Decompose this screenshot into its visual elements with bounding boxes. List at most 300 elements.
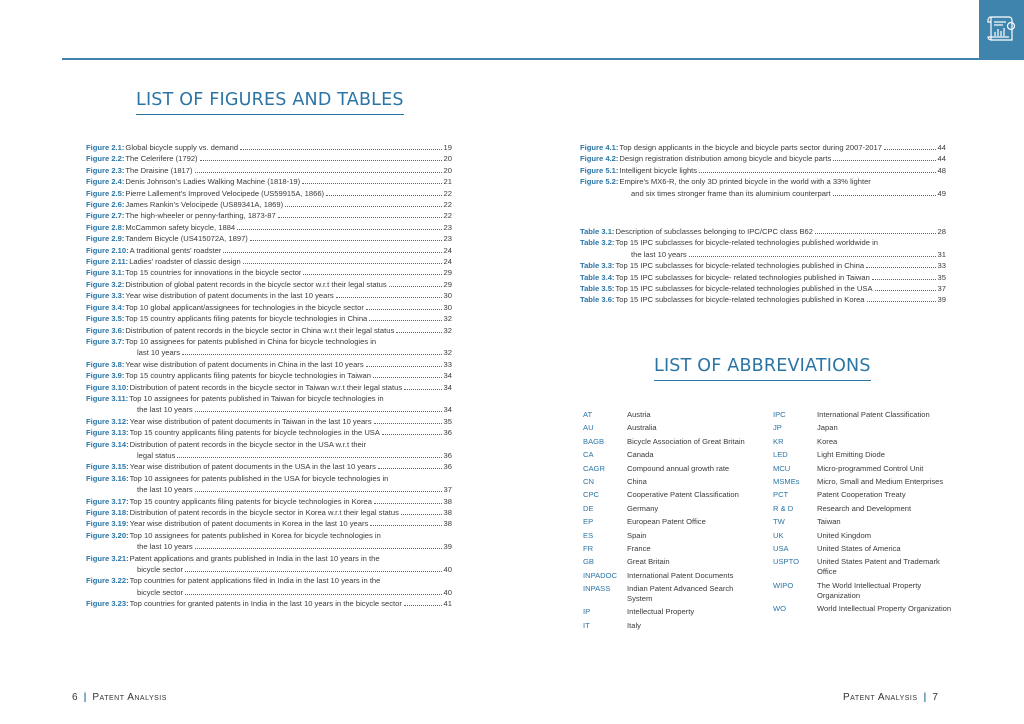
abbreviation-expansion: Spain [627, 530, 647, 540]
entry-label: Table 3.4: [580, 272, 615, 282]
entry-text: Top 10 assignees for patents published in Korea for bicycle technologies in [129, 530, 381, 540]
dot-leader [185, 571, 442, 572]
abbreviation: INPADOC [583, 570, 618, 580]
abbreviation-expansion: Korea [817, 436, 838, 446]
abbreviation-row [583, 450, 758, 460]
entry-label: Figure 3.13: [86, 428, 129, 438]
entry-text: Distribution of patent records in the bicycle sector in Taiwan w.r.t their legal status [129, 382, 403, 392]
abbreviation-expansion: Germany [627, 503, 659, 513]
abbreviation-row [773, 477, 953, 487]
entry-page: 38 [443, 496, 452, 506]
entry-label: Table 3.6: [580, 295, 615, 305]
entry-label: Figure 3.9: [86, 371, 125, 381]
toc-entry-line [86, 484, 452, 495]
toc-entry [580, 153, 946, 164]
entry-page: 24 [443, 257, 452, 267]
entry-label: Figure 3.18: [86, 508, 129, 517]
abbreviation-expansion: United States of America [817, 543, 901, 553]
entry-page: 41 [443, 599, 452, 609]
abbreviation: R & D [773, 503, 794, 513]
toc-entry-line [580, 153, 946, 164]
entry-text: Description of subclasses belonging to IPC/CPC class B62 [615, 227, 814, 236]
entry-text: James Rankin’s Velocipede (US89341A, 1869) [125, 200, 284, 210]
entry-text: Distribution of global patent records in the bicycle sector w.r.t their legal status [125, 279, 387, 289]
header-logo [979, 0, 1024, 60]
abbreviation: CAGR [583, 463, 605, 473]
abbreviation-expansion: United Kingdom [817, 530, 872, 540]
entry-page: 32 [443, 348, 452, 358]
abbreviation: FR [583, 543, 594, 553]
toc-entry [86, 290, 452, 301]
entry-page: 35 [443, 416, 452, 426]
abbreviation: JP [773, 423, 782, 433]
abbreviation-expansion: France [627, 543, 651, 553]
entry-label: Figure 3.2: [86, 279, 125, 289]
abbreviation-row [583, 531, 758, 541]
abbreviation-row [773, 410, 953, 420]
abbreviation: DE [583, 503, 594, 513]
entry-text: Year wise distribution of patent documents in Taiwan in the last 10 years [129, 416, 372, 426]
toc-entry [86, 439, 452, 462]
toc-entry [580, 283, 946, 294]
toc-entry [86, 256, 452, 267]
entry-text: Year wise distribution of patent documents in the USA in the last 10 years [129, 462, 376, 472]
entry-label: Figure 2.11: [86, 257, 129, 267]
dot-leader [699, 172, 935, 173]
entry-label: Figure 3.6: [86, 325, 125, 335]
abbreviation-expansion: China [627, 476, 647, 486]
entry-page: 34 [443, 405, 452, 415]
entry-page: 22 [443, 211, 452, 221]
toc-entry-line [86, 210, 452, 221]
toc-entry-line [580, 260, 946, 271]
entry-page: 33 [937, 261, 946, 271]
toc-entry-line [86, 325, 452, 336]
dot-leader [872, 279, 936, 280]
toc-entry [580, 176, 946, 199]
abbreviation: CN [583, 476, 594, 486]
entry-text: Distribution of patent records in the bicycle sector in China w.r.t their legal status [125, 325, 395, 335]
entry-text: The high-wheeler or penny-farthing, 1873-87 [125, 211, 276, 221]
abbreviation-expansion: Micro-programmed Control Unit [817, 463, 924, 473]
page-number: 7 [932, 692, 938, 703]
entry-page: 36 [443, 450, 452, 460]
entry-text: Top 10 assignees for patents published in Taiwan for bicycle technologies in [129, 393, 384, 403]
toc-entry [86, 188, 452, 199]
footer-left [72, 692, 167, 703]
toc-entry [86, 336, 452, 359]
dot-leader [182, 354, 441, 355]
entry-page: 44 [937, 154, 946, 164]
abbreviation-expansion: International Patent Classification [817, 410, 930, 419]
dot-leader [240, 149, 441, 150]
toc-entry [86, 199, 452, 210]
toc-entry [86, 222, 452, 233]
entry-text: Top countries for patent applications filed in India in the last 10 years in the [129, 576, 381, 586]
toc-entry-line [86, 416, 452, 427]
entry-page: 29 [443, 279, 452, 289]
abbreviation-row [773, 517, 953, 527]
toc-entry-line [86, 142, 452, 153]
entry-label: Figure 3.22: [86, 576, 129, 586]
entry-page: 48 [937, 165, 946, 175]
entry-text: the last 10 years [137, 405, 193, 415]
dot-leader [689, 256, 936, 257]
abbreviation-row [583, 517, 758, 527]
entry-page: 44 [937, 143, 946, 152]
toc-entry [86, 359, 452, 370]
abbreviation-expansion: Patent Cooperation Treaty [817, 490, 906, 500]
entry-label: Figure 2.7: [86, 211, 125, 221]
abbreviation-row [773, 504, 953, 514]
toc-entry [86, 313, 452, 324]
abbreviation: USPTO [773, 557, 800, 567]
dot-leader [373, 377, 442, 378]
toc-entry [86, 245, 452, 256]
abbreviation-expansion: Italy [627, 620, 641, 630]
entry-label: Table 3.5: [580, 284, 615, 294]
abbreviation-row [773, 450, 953, 460]
entry-label: Figure 5.2: [580, 177, 619, 187]
abbreviation-row [773, 490, 953, 500]
toc-entry-line [86, 496, 452, 507]
toc-entry [86, 267, 452, 278]
footer-title: Patent Analysis [92, 692, 167, 703]
dot-leader [389, 286, 442, 287]
entry-label: Figure 2.4: [86, 177, 125, 187]
toc-entry-line [86, 518, 452, 529]
abbreviation-row [583, 477, 758, 487]
abbreviation: AU [583, 423, 594, 433]
toc-entry [86, 507, 452, 518]
footer-title: Patent Analysis [843, 692, 918, 703]
entry-text: Top 15 IPC subclasses for bicycle-related technologies published in Korea [615, 295, 865, 305]
abbreviation-row [583, 557, 758, 567]
entry-page: 29 [443, 268, 452, 278]
dot-leader [223, 252, 441, 253]
entry-page: 34 [443, 382, 452, 392]
entry-label: Table 3.3: [580, 261, 615, 271]
entry-page: 39 [443, 542, 452, 552]
toc-entry-line [86, 313, 452, 324]
toc-entry-line [580, 226, 946, 237]
abbreviation-row [583, 490, 758, 500]
entry-page: 19 [443, 143, 452, 152]
entry-text: Intelligent bicycle lights [619, 165, 698, 175]
toc-entry-line [86, 427, 452, 438]
toc-entry [86, 176, 452, 187]
entry-label: Figure 3.3: [86, 291, 125, 301]
abbreviation: IT [583, 620, 590, 630]
abbreviation-expansion: Indian Patent Advanced Search System [627, 584, 734, 604]
toc-entry [86, 518, 452, 529]
abbreviation-expansion: Compound annual growth rate [627, 463, 730, 473]
dot-leader [200, 160, 442, 161]
toc-entry-line [86, 393, 452, 404]
dot-leader [336, 297, 442, 298]
abbreviations-title: LIST OF ABBREVIATIONS [654, 356, 871, 376]
entry-text: Denis Johnson’s Ladies Walking Machine (1818-19) [125, 177, 301, 187]
toc-entry-line [86, 530, 452, 541]
entry-text: and six times stronger frame than its aluminium counterpart [631, 188, 831, 198]
abbreviation-row [773, 423, 953, 433]
dot-leader [833, 195, 936, 196]
entry-page: 34 [443, 371, 452, 381]
entry-page: 40 [443, 565, 452, 575]
entry-text: Top 15 IPC subclasses for bicycle-related technologies published in China [615, 261, 865, 271]
toc-entry-line [86, 404, 452, 415]
toc-entry [86, 598, 452, 609]
entry-text: Distribution of patent records in the bicycle sector in the USA w.r.t their [129, 439, 366, 449]
abbreviation-list-2 [773, 410, 953, 617]
abbreviation: WO [773, 604, 787, 614]
entry-text: Top 15 country applicants filing patents for bicycle technologies in Taiwan [125, 371, 371, 381]
entry-label: Figure 3.15: [86, 462, 129, 472]
abbreviation-row [583, 584, 758, 604]
abbreviation: KR [773, 436, 784, 446]
toc-entry-line [86, 199, 452, 210]
toc-entry [86, 416, 452, 427]
toc-entry-line [86, 256, 452, 267]
dot-leader [370, 525, 441, 526]
abbreviation: MSMEs [773, 476, 800, 486]
toc-entry [86, 325, 452, 336]
dot-leader [278, 217, 442, 218]
toc-entry-line [86, 564, 452, 575]
entry-page: 32 [443, 314, 452, 324]
toc-entry-line [86, 165, 452, 176]
entry-text: Top 15 IPC subclasses for bicycle-related technologies published in the USA [615, 284, 873, 294]
abbreviation-row [773, 544, 953, 554]
dot-leader [866, 267, 935, 268]
entry-text: Top 15 IPC subclasses for bicycle-related technologies published worldwide in [615, 238, 879, 248]
dot-leader [326, 195, 441, 196]
abbreviation-expansion: Research and Development [817, 503, 912, 513]
entry-label: Table 3.1: [580, 227, 615, 236]
dot-leader [401, 514, 442, 515]
entry-label: Figure 2.1: [86, 143, 125, 152]
entry-text: Patent applications and grants published in India in the last 10 years in the [129, 553, 380, 563]
abbreviation: AT [583, 410, 593, 419]
toc-entry [580, 272, 946, 283]
entry-text: McCammon safety bicycle, 1884 [125, 222, 236, 232]
entry-text: Year wise distribution of patent documents in the last 10 years [125, 291, 334, 301]
dot-leader [237, 229, 441, 230]
toc-entry-line [86, 347, 452, 358]
abbreviation-expansion: Bicycle Association of Great Britain [627, 436, 745, 446]
entry-page: 35 [937, 272, 946, 282]
footer-separator: | [923, 692, 927, 703]
dot-leader [195, 411, 442, 412]
dot-leader [303, 274, 441, 275]
abbreviation-row [773, 437, 953, 447]
entry-page: 40 [443, 587, 452, 597]
dot-leader [195, 172, 442, 173]
abbreviation-expansion: Austria [627, 410, 651, 419]
entry-label: Figure 3.19: [86, 519, 129, 529]
entry-page: 49 [937, 188, 946, 198]
abbreviation: MCU [773, 463, 791, 473]
entry-page: 37 [937, 284, 946, 294]
entry-label: Table 3.2: [580, 238, 615, 248]
dot-leader [867, 301, 936, 302]
entry-label: Figure 3.10: [86, 382, 129, 392]
dot-leader [302, 183, 441, 184]
toc-entry-line [580, 272, 946, 283]
abbreviation-expansion: Great Britain [627, 557, 670, 567]
entry-text: Top 10 assignees for patents published in China for bicycle technologies in [125, 336, 377, 346]
dot-leader [374, 423, 442, 424]
abbreviation-expansion: European Patent Office [627, 517, 706, 527]
toc-entry-line [86, 290, 452, 301]
toc-entry [580, 142, 946, 153]
entry-text: the last 10 years [137, 542, 193, 552]
abbreviation: INPASS [583, 584, 611, 594]
toc-entry [580, 226, 946, 237]
entry-text: Year wise distribution of patent documents in China in the last 10 years [125, 359, 364, 369]
entry-page: 30 [443, 302, 452, 312]
toc-entry [86, 210, 452, 221]
abbreviation-expansion: International Patent Documents [627, 570, 734, 580]
dot-leader [185, 594, 442, 595]
entry-text: Top 15 countries for innovations in the bicycle sector [125, 268, 302, 278]
dot-leader [382, 434, 442, 435]
dot-leader [396, 332, 441, 333]
dot-leader [366, 309, 442, 310]
abbreviation-expansion: Intellectual Property [627, 607, 695, 617]
entry-label: Figure 3.20: [86, 530, 129, 540]
entry-label: Figure 3.4: [86, 302, 125, 312]
abbreviation-row [583, 571, 758, 581]
abbreviation-list-1 [583, 410, 758, 634]
entry-text: Distribution of patent records in the bicycle sector in Korea w.r.t their legal status [129, 508, 399, 517]
entry-label: Figure 4.1: [580, 143, 619, 152]
abbreviation-expansion: Cooperative Patent Classification [627, 490, 739, 500]
abbreviation: ES [583, 530, 594, 540]
toc-entry-line [86, 507, 452, 518]
toc-entry-line [86, 153, 452, 164]
entry-text: last 10 years [137, 348, 181, 358]
toc-entry-line [86, 461, 452, 472]
entry-text: The Celerifere (1792) [125, 154, 198, 164]
entry-text: Ladies’ roadster of classic design [129, 257, 241, 267]
toc-entry [86, 153, 452, 164]
abbreviation-expansion: Light Emitting Diode [817, 450, 885, 460]
entry-text: Global bicycle supply vs. demand [125, 143, 239, 152]
entry-label: Figure 2.3: [86, 165, 125, 175]
abbreviation: USA [773, 543, 789, 553]
footer-right [843, 692, 938, 703]
entry-page: 21 [443, 177, 452, 187]
abbreviation: CA [583, 450, 594, 460]
entry-page: 32 [443, 325, 452, 335]
footer-separator: | [83, 692, 87, 703]
toc-entry [580, 165, 946, 176]
entry-page: 20 [443, 154, 452, 164]
entry-text: Tandem Bicycle (US415072A, 1897) [125, 234, 248, 244]
abbreviation: UK [773, 530, 784, 540]
toc-entry-line [86, 176, 452, 187]
toc-entry-line [86, 359, 452, 370]
entry-text: bicycle sector [137, 565, 184, 575]
toc-entry [86, 165, 452, 176]
abbreviation-row [583, 607, 758, 617]
toc-entry-line [86, 370, 452, 381]
toc-entry-line [580, 165, 946, 176]
toc-entry-line [86, 267, 452, 278]
toc-entry [580, 237, 946, 260]
abbreviation-row [583, 464, 758, 474]
entry-label: Figure 3.14: [86, 439, 129, 449]
toc-entry [86, 553, 452, 576]
toc-entry-line [86, 439, 452, 450]
entry-text: the last 10 years [137, 485, 193, 495]
abbreviation-expansion: United States Patent and Trademark Office [817, 557, 940, 577]
entry-text: Pierre Lallement’s Improved Velocipede (US59915A, 1866) [125, 188, 325, 198]
entry-page: 38 [443, 508, 452, 517]
toc-entry [86, 530, 452, 553]
abbreviation-expansion: World Intellectual Property Organization [817, 604, 952, 614]
table-list [580, 226, 946, 306]
entry-text: The Draisine (1817) [125, 165, 193, 175]
dot-leader [374, 503, 442, 504]
entry-label: Figure 3.16: [86, 473, 129, 483]
abbreviation-expansion: Micro, Small and Medium Enterprises [817, 476, 944, 486]
entry-text: A traditional gents’ roadster [129, 245, 222, 255]
entry-label: Figure 3.21: [86, 553, 129, 563]
entry-page: 30 [443, 291, 452, 301]
toc-entry-line [86, 336, 452, 347]
abbreviation: GB [583, 557, 594, 567]
abbreviation: PCT [773, 490, 789, 500]
toc-entry-line [86, 382, 452, 393]
dot-leader [195, 548, 442, 549]
entry-page: 23 [443, 234, 452, 244]
entry-text: Top countries for granted patents in India in the last 10 years in the bicycle sector [129, 599, 402, 609]
toc-entry-line [86, 575, 452, 586]
abbreviation-row [773, 557, 953, 577]
dot-leader [243, 263, 442, 264]
dot-leader [366, 366, 442, 367]
toc-entry [86, 370, 452, 381]
toc-entry-line [86, 188, 452, 199]
dot-leader [404, 389, 441, 390]
abbreviation: CPC [583, 490, 600, 500]
entry-label: Figure 2.2: [86, 154, 125, 164]
entry-page: 36 [443, 428, 452, 438]
toc-entry-line [580, 294, 946, 305]
abbreviation-row [773, 581, 953, 601]
entry-label: Figure 2.5: [86, 188, 125, 198]
abbreviation: BAGB [583, 436, 605, 446]
dot-leader [815, 233, 936, 234]
toc-entry-line [86, 279, 452, 290]
entry-page: 36 [443, 462, 452, 472]
toc-entry [86, 142, 452, 153]
toc-entry [86, 496, 452, 507]
entry-page: 28 [937, 227, 946, 236]
entry-page: 33 [443, 359, 452, 369]
entry-text: Empire’s MX6-R, the only 3D printed bicycle in the world with a 33% lighter [619, 177, 871, 187]
toc-entry-line [86, 302, 452, 313]
abbreviation: LED [773, 450, 788, 460]
entry-page: 24 [443, 245, 452, 255]
entry-text: the last 10 years [631, 249, 687, 259]
toc-entry [86, 279, 452, 290]
dot-leader [195, 491, 442, 492]
entry-page: 39 [937, 295, 946, 305]
page-number: 6 [72, 692, 78, 703]
